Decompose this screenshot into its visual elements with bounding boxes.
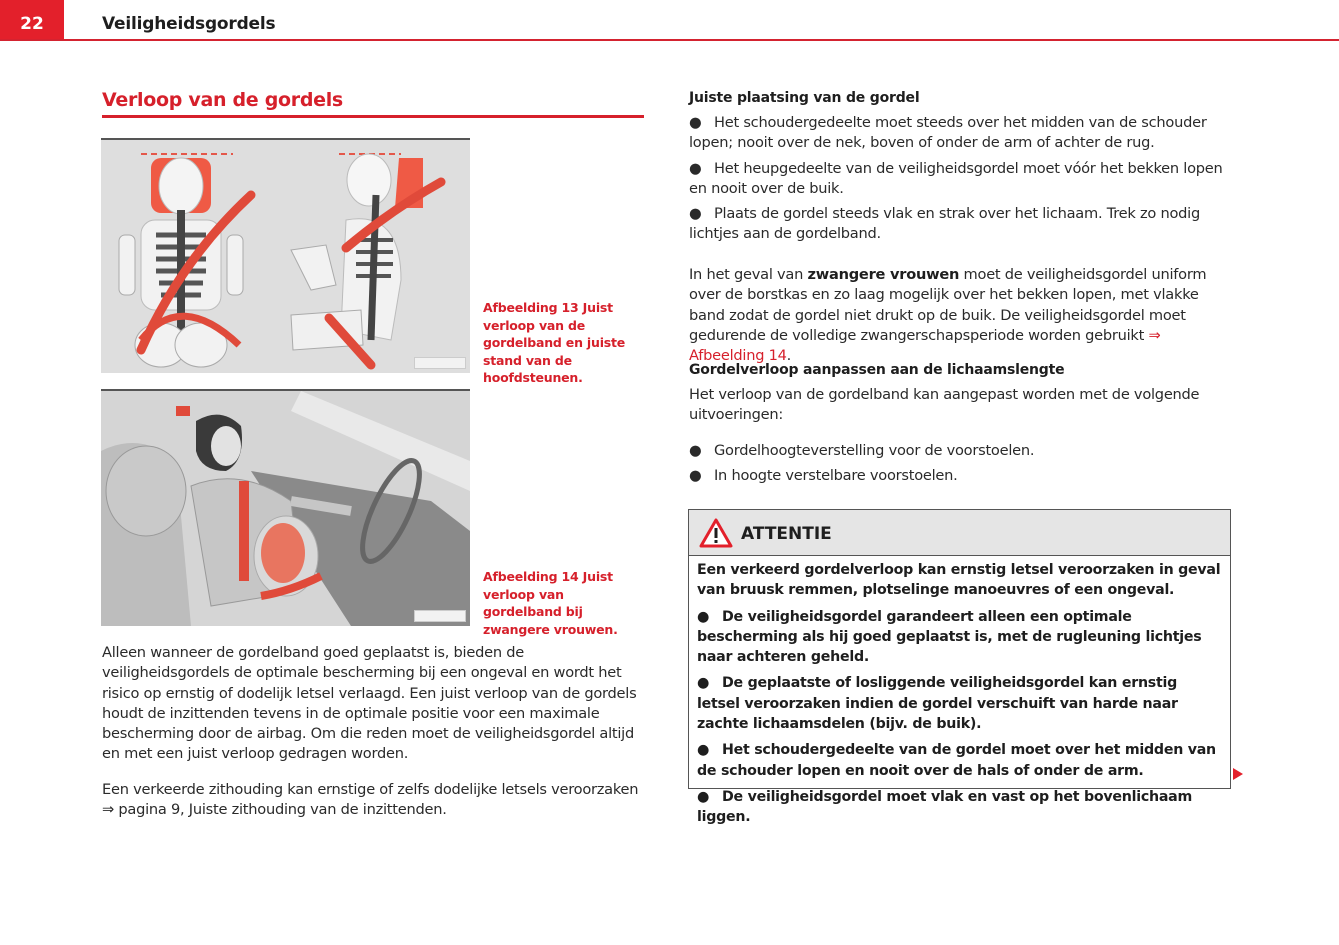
posture-paragraph bbox=[102, 780, 647, 821]
page-9-link[interactable]: ⇒ pagina 9, Juiste zithouding van de inzittenden. bbox=[102, 801, 447, 819]
list-item: ● Het heupgedeelte van de veiligheidsgordel moet vóór het bekken lopen en nooit over de buik. bbox=[689, 159, 1223, 197]
warning-item: ● De veiligheidsgordel garandeert alleen een optimale bescherming als hij goed geplaatst is, met de rugleuning lichtjes naar achteren geheld. bbox=[697, 608, 1202, 666]
section-rule bbox=[102, 115, 644, 118]
figure-14-link[interactable]: ⇒ Afbeelding 14 bbox=[689, 326, 1161, 365]
warning-intro: Een verkeerd gordelverloop kan ernstig letsel veroorzaken in geval van bruusk remmen, plotselinge manoeuvres of een ongeval. bbox=[697, 562, 1221, 599]
warning-item: ● De veiligheidsgordel moet vlak en vast op het bovenlichaam liggen. bbox=[697, 788, 1193, 826]
body-height-intro: Het verloop van de gordelband kan aangepast worden met de volgende uitvoeringen: bbox=[689, 386, 1200, 424]
section-title: Verloop van de gordels bbox=[102, 89, 343, 111]
continue-arrow-icon bbox=[1233, 768, 1243, 780]
warning-header bbox=[689, 510, 1230, 556]
header-rule bbox=[0, 39, 1339, 41]
figure-14-pregnant-woman bbox=[101, 389, 470, 626]
bullet-icon: ● bbox=[689, 159, 702, 177]
warning-item: ● De geplaatste of losliggende veiligheidsgordel kan ernstig letsel veroorzaken indien de gordel verschuift van harde naar zachte lichaamsdelen (bijv. de buik). bbox=[697, 675, 1178, 733]
figure-14-caption: Afbeelding 14 Juist verloop van gordelband bij zwangere vrouwen. bbox=[483, 569, 618, 637]
figure-code-label bbox=[414, 357, 466, 369]
posture-text: Een verkeerde zithouding kan ernstige of zelfs dodelijke letsels veroorzaken bbox=[102, 781, 639, 798]
bullet-icon: ● bbox=[697, 608, 710, 625]
warning-title: ATTENTIE bbox=[741, 524, 832, 544]
figure-13-caption: Afbeelding 13 Juist verloop van de gordelband en juiste stand van de hoofdsteunen. bbox=[483, 300, 626, 385]
bullet-icon: ● bbox=[689, 441, 702, 459]
figure-13-seatbelt-skeletons bbox=[101, 138, 470, 373]
body-height-heading: Gordelverloop aanpassen aan de lichaamslengte bbox=[689, 362, 1065, 378]
bullet-icon: ● bbox=[697, 675, 710, 692]
page-number: 22 bbox=[20, 14, 44, 34]
list-item: ● Het schoudergedeelte moet steeds over het midden van de schouder lopen; nooit over de nek, boven of onder de arm of achter de rug. bbox=[689, 114, 1207, 152]
placement-list bbox=[689, 113, 1234, 245]
chapter-title: Veiligheidsgordels bbox=[102, 14, 276, 34]
figure-code-label bbox=[414, 610, 466, 622]
page-number-box bbox=[0, 0, 64, 41]
warning-body bbox=[689, 556, 1230, 828]
correct-placement-section bbox=[689, 90, 1234, 245]
pregnant-woman-illustration bbox=[101, 391, 470, 626]
seatbelt-skeleton-illustration bbox=[101, 140, 470, 373]
list-item: ● Gordelhoogteverstelling voor de voorstoelen. bbox=[689, 441, 1234, 461]
warning-triangle-icon bbox=[699, 518, 733, 548]
bullet-icon: ● bbox=[697, 788, 710, 805]
bullet-icon: ● bbox=[697, 742, 710, 759]
bullet-icon: ● bbox=[689, 205, 702, 223]
adjustment-list bbox=[689, 441, 1234, 487]
intro-paragraph: Alleen wanneer de gordelband goed geplaatst is, bieden de veiligheidsgordels de optimale bescherming bij een ongeval en wordt het risico op ernstig of dodelijk letsel verlaagd. Een juist verloop van de gordels houdt de inzittenden tevens in de optimale positie voor een maximale bescherming door de airbag. Om die reden moet de veiligheidsgordel altijd en met een juist verloop gedragen worden. bbox=[102, 644, 637, 763]
pregnant-women-paragraph: In het geval van zwangere vrouwen moet de veiligheidsgordel uniform over de borstkas en zo laag mogelijk over het bekken lopen, met vlakke band zodat de gordel niet drukt op de buik. De veiligheidsgordel moet gedurende de volledige zwangerschapsperiode worden gebruikt ⇒ Afbeelding 14. bbox=[689, 266, 1207, 365]
body-height-section bbox=[689, 362, 1234, 486]
warning-item: ● Het schoudergedeelte van de gordel moet over het midden van de schouder lopen en nooit over de hals of onder de arm. bbox=[697, 742, 1216, 779]
list-item: ● Plaats de gordel steeds vlak en strak over het lichaam. Trek zo nodig lichtjes aan de gordelband. bbox=[689, 205, 1200, 243]
bullet-icon: ● bbox=[689, 466, 702, 484]
correct-placement-heading: Juiste plaatsing van de gordel bbox=[689, 90, 920, 106]
pregnant-women-emphasis: zwangere vrouwen bbox=[807, 266, 960, 283]
bullet-icon: ● bbox=[689, 114, 702, 131]
list-item: ● In hoogte verstelbare voorstoelen. bbox=[689, 466, 1234, 486]
warning-box bbox=[688, 509, 1231, 826]
